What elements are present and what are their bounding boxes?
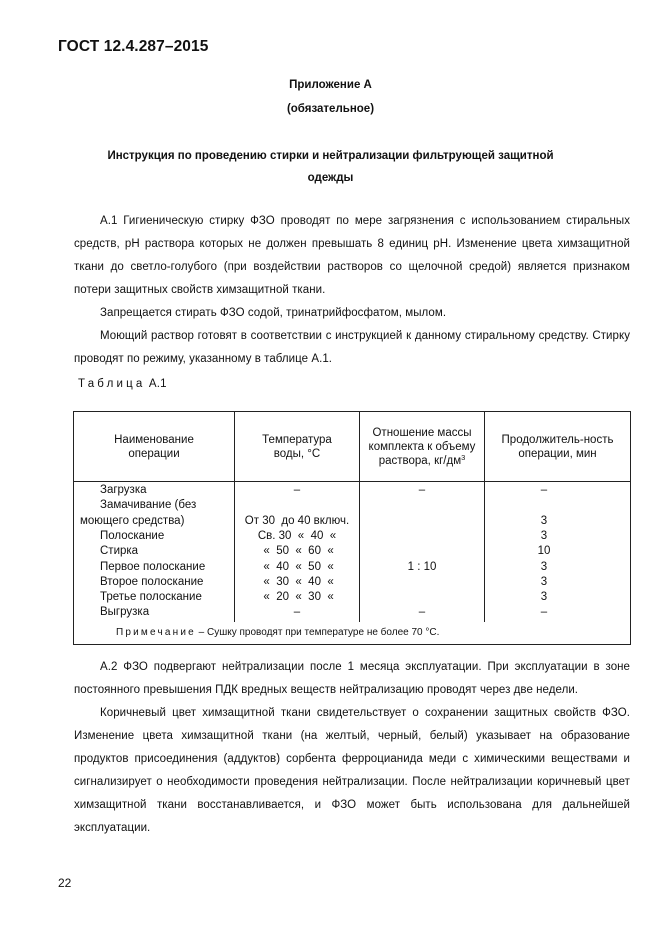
table-row [74,529,630,544]
cell-operation: Полоскание [100,529,165,542]
cell-temperature: – [293,606,301,619]
paragraph-brown-color: Коричневый цвет химзащитной ткани свидетельствует о сохранении защитных свойств ФЗО. Изменение цвета химзащитной ткани (на желтый, черный, белый) указывает на образование продуктов присоединения (аддуктов) сорбента ферроцианида меди с химическими веществами и сигнализирует о необходимости проведения нейтрализации. После нейтрализации коричневый цвет химзащитной ткани восстанавливается, и ФЗО может быть использована для дальнейшей эксплуатации. [74,707,630,834]
body-text-bottom [74,656,630,840]
table-caption-word: Таблица [78,378,146,390]
table-row [74,590,630,605]
cell-operation: Второе полоскание [100,575,204,588]
page-number: 22 [58,876,72,890]
washing-table [73,411,631,645]
header-ratio-text: Отношение массы комплекта к объему раствора, кг/дм [368,426,476,467]
cell-duration: 3 [540,560,548,573]
cell-duration: 10 [537,545,551,558]
cell-temperature: Св. 30 « 40 « [257,529,337,542]
cell-duration: – [540,606,548,619]
cell-duration: 3 [540,514,548,527]
body-text-top [74,210,630,371]
cell-operation: Замачивание (без [100,499,197,512]
cell-ratio: – [418,484,426,496]
cell-operation: моющего средства) [80,514,185,527]
cell-temperature: « 40 « 50 « [260,560,334,573]
paragraph-solution: Моющий раствор готовят в соответствии с инструкцией к данному стиральному средству. Стирку проводят по режиму, указанному в таблице А.1. [74,330,630,365]
table-row [74,498,630,513]
cell-ratio: 1 : 10 [407,560,437,573]
table-row [74,575,630,590]
cell-operation: Загрузка [100,484,147,496]
paragraph-a2: А.2 ФЗО подвергают нейтрализации после 1 месяца эксплуатации. При эксплуатации в зоне постоянного превышения ПДК вредных веществ нейтрализацию проводят через две недели. [74,661,630,696]
header-ratio [360,412,484,481]
table-row [74,483,630,498]
appendix-title: Приложение А [289,79,372,91]
header-temperature: Температура воды, °С [262,433,332,460]
cell-duration: 3 [540,575,548,588]
cell-operation: Выгрузка [100,606,150,619]
table-row [74,560,630,575]
cell-temperature: – [293,484,301,496]
document-code: ГОСТ 12.4.287–2015 [58,38,209,55]
table-note [116,627,439,638]
appendix-status: (обязательное) [286,103,375,115]
cell-temperature: От 30 до 40 включ. [244,514,350,527]
paragraph-prohibition: Запрещается стирать ФЗО содой, тринатрийфосфатом, мылом. [100,307,447,319]
cell-operation: Третье полоскание [100,591,202,604]
appendix-heading-line-1: Инструкция по проведению стирки и нейтрализации фильтрующей защитной [107,150,554,162]
cell-ratio: – [418,606,426,619]
cell-temperature: « 30 « 40 « [260,575,334,588]
table-note-label: Примечание [116,627,196,638]
table-header [74,412,630,482]
cell-operation: Первое полоскание [100,560,206,573]
header-operation: Наименование операции [114,433,194,460]
header-ratio-superscript: 3 [461,452,466,462]
table-note-text: – Сушку проводят при температуре не более 70 °С. [195,627,440,638]
cell-duration: 3 [540,529,548,542]
table-caption [78,378,167,390]
cell-operation: Стирка [100,545,139,558]
cell-duration: 3 [540,591,548,604]
cell-duration: – [540,484,548,496]
table-row [74,544,630,559]
header-duration: Продолжитель-ность операции, мин [501,433,614,460]
cell-temperature: « 20 « 30 « [260,591,334,604]
appendix-heading-line-2: одежды [307,172,354,184]
table-row [74,514,630,529]
table-row [74,605,630,620]
cell-temperature: « 50 « 60 « [260,545,334,558]
table-caption-number: А.1 [145,378,167,390]
paragraph-a1: А.1 Гигиеническую стирку ФЗО проводят по мере загрязнения с использованием стиральных средств, pH раствора которых не должен превышать 8 единиц pH. Изменение цвета химзащитной ткани до светло-голубого (при воздействии растворов со щелочной средой) является признаком потери защитных свойств химзащитной ткани. [74,215,630,296]
